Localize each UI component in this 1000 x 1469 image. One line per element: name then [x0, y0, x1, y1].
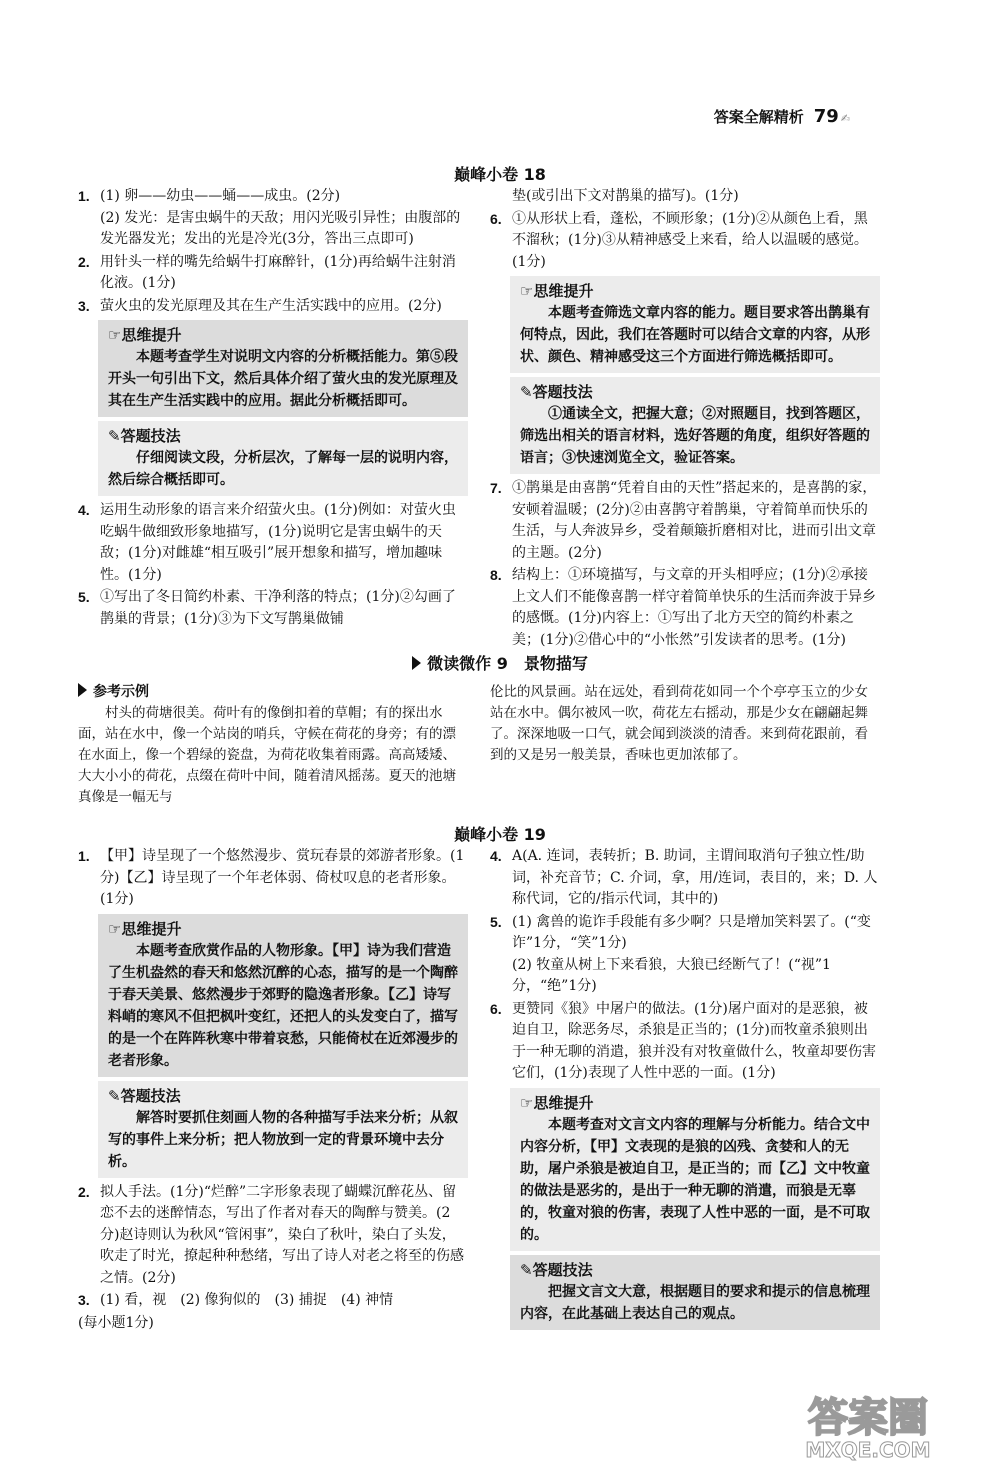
example-head-label: 参考示例 [93, 684, 149, 700]
answer-text: 用针头一样的嘴先给蜗牛打麻醉针，(1分)再给蜗牛注射消化液。(1分) [100, 253, 456, 291]
technique-box [510, 1255, 880, 1330]
question-item [78, 296, 468, 318]
question-item [490, 209, 880, 274]
technique-box-head: ✎答题技法 [108, 427, 181, 445]
question-item [78, 846, 468, 911]
answer-text: ①写出了冬日简约朴素、干净利落的特点；(1分)②勾画了鹊巢的背景；(1分)③为下文写鹊巢做铺 [100, 589, 456, 627]
watermark-logo [758, 1389, 978, 1461]
question-number: 3. [78, 1292, 90, 1308]
box-heading: 答题技法 [120, 1086, 181, 1105]
thinking-box [510, 1088, 880, 1251]
question-number: 8. [490, 567, 502, 583]
technique-box-head: ✎答题技法 [108, 1086, 181, 1105]
question-item [78, 1290, 468, 1312]
box-body: 本题考查欣赏作品的人物形象。【甲】诗为我们营造了生机盎然的春天和悠然沉醉的心态，描写的是一个陶醉于春天美景、悠然漫步于郊野的隐逸者形象。【乙】诗写料峭的寒风不但把枫叶变红，还把人的头发变白了，描写的是一个在阵阵秋寒中带着哀愁，只能倚杖在近郊漫步的老者形象。 [108, 942, 458, 1069]
box-body: 本题考查学生对说明文内容的分析概括能力。第⑤段开头一句引出下文，然后具体介绍了萤火虫的发光原理及其在生产生活实践中的应用。据此分析概括即可。 [108, 349, 458, 409]
box-heading: 思维提升 [533, 1093, 594, 1112]
section2-title: 微读微作 9 景物描写 [427, 654, 588, 673]
example-right [490, 682, 880, 766]
answer-text: 萤火虫的发光原理及其在生产生活实践中的应用。(2分) [100, 297, 442, 314]
technique-box-head: ✎答题技法 [520, 383, 593, 401]
thinking-box [510, 276, 880, 373]
question-item [490, 478, 880, 564]
question-item [490, 999, 880, 1085]
page-header [714, 106, 850, 127]
watermark-url: MXQE.COM [805, 1438, 931, 1461]
technique-box-head: ✎答题技法 [520, 1260, 593, 1279]
box-heading: 思维提升 [121, 919, 182, 938]
answer-text: (1) 卵——幼虫——蛹——成虫。(2分) [100, 188, 341, 204]
question-item [490, 186, 880, 208]
answer-text: (1) 看，视 (2) 像狗似的 (3) 捕捉 (4) 神情 [100, 1292, 394, 1308]
question-number: 4. [490, 848, 502, 864]
thinking-box-head: ☞思维提升 [108, 919, 182, 938]
question-item [78, 252, 468, 295]
box-body: 解答时要抓住刻画人物的各种描写手法来分析；从叙写的事件上来分析；把人物放到一定的背景环境中去分析。 [108, 1109, 458, 1170]
technique-box [510, 377, 880, 474]
section-title-micro [0, 651, 1000, 674]
page-number: 79 [813, 106, 839, 127]
header-decoration-icon: ✍ [840, 112, 850, 125]
question-item [78, 500, 468, 586]
answer-text: 更赞同《狼》中屠户的做法。(1分)屠户面对的是恶狼，被迫自卫，除恶务尽，杀狼是正当的；(1分)而牧童杀狼则出于一种无聊的消遣，狼并没有对牧童做什么，牧童却要伤害它们，(1分)表现了人性中恶的一面。(1分) [512, 1000, 876, 1081]
box-heading: 答题技法 [532, 1260, 593, 1279]
answer-text: 拟人手法。(1分)“烂醉”二字形象表现了蝴蝶沉醉花丛、留恋不去的迷醉情态，写出了作者对春天的陶醉与赞美。(2分)赵诗则认为秋风“管闲事”，染白了秋叶，染白了头发，吹走了时光，撩起种种愁绪，写出了诗人对老之将至的伤感之情。(2分) [100, 1183, 464, 1286]
triangle-icon [78, 683, 87, 697]
example-head [78, 682, 468, 703]
answer-text: (2) 发光：是害虫蜗牛的天敌；用闪光吸引异性；由腹部的发光器发光；发出的光是冷光(3分，答出三点即可) [100, 209, 461, 247]
technique-box [98, 421, 468, 496]
header-label: 答案全解精析 [713, 108, 804, 126]
thinking-box [98, 320, 468, 417]
box-heading: 思维提升 [121, 326, 182, 344]
section1-right-column [490, 186, 880, 652]
example-text: 伦比的风景画。站在远处，看到荷花如同一个个亭亭玉立的少女站在水中。偶尔被风一吹，荷花左右摇动，那是少女在翩翩起舞了。深深地吸一口气，就会闻到淡淡的清香。来到荷花跟前，看到的又是另一般美景，香味也更加浓郁了。 [490, 684, 868, 763]
section1-left-column [78, 186, 468, 631]
score-note: (每小题1分) [78, 1314, 154, 1331]
question-number: 4. [78, 502, 90, 518]
answer-text: (2) 牧童从树上下来看狼，大狼已经断气了！(“视”1分，“绝”1分) [512, 956, 831, 994]
section3-right-column [490, 846, 880, 1334]
box-body: 本题考查对文言文内容的理解与分析能力。结合文中内容分析，【甲】文表现的是狼的凶残、贪婪和人的无助，屠户杀狼是被迫自卫，是正当的；而【乙】文中牧童的做法是恶劣的，是出于一种无聊的消遣，而狼是无辜的，牧童对狼的伤害，表现了人性中恶的一面，是不可取的。 [520, 1116, 870, 1243]
question-number: 6. [490, 1000, 502, 1017]
question-number: 3. [78, 297, 90, 314]
question-item [490, 912, 880, 998]
example-left [78, 682, 468, 808]
section-title-18: 巅峰小卷 18 [454, 165, 546, 184]
question-item [78, 587, 468, 630]
question-item [490, 565, 880, 651]
thinking-box [98, 914, 468, 1077]
answer-text: A(A. 连词，表转折；B. 助词，主谓间取消句子独立性/助词，补充音节；C. 介词，拿，用/连词，表目的，来；D. 人称代词，它的/指示代词，其中的) [512, 848, 878, 907]
box-body: 本题考查筛选文章内容的能力。题目要求答出鹊巢有何特点，因此，我们在答题时可以结合文章的内容，从形状、颜色、精神感受这三个方面进行筛选概括即可。 [520, 305, 870, 365]
section-title-19: 巅峰小卷 19 [454, 825, 546, 844]
thinking-box-head: ☞思维提升 [520, 1093, 594, 1112]
box-heading: 思维提升 [533, 282, 594, 300]
triangle-icon [412, 656, 421, 670]
answer-text: (1) 禽兽的诡诈手段能有多少啊？只是增加笑料罢了。(“变诈”1分，“笑”1分) [512, 913, 871, 951]
question-number: 1. [78, 188, 90, 204]
answer-text: ①鹊巢是由喜鹊“凭着自由的天性”搭起来的，是喜鹊的家，安顿着温暖；(2分)②由喜鹊守着鹊巢，守着简单而快乐的生活，与人奔波异乡，受着颠簸折磨相对比，进而引出文章的主题。(2分) [512, 480, 877, 561]
answer-text: 运用生动形象的语言来介绍萤火虫。(1分)例如：对萤火虫吃蜗牛做细致形象地描写，(1分)说明它是害虫蜗牛的天敌；(1分)对雌雄“相互吸引”展开想象和描写，增加趣味性。(1分) [100, 502, 456, 583]
technique-box [98, 1081, 468, 1178]
box-body: 仔细阅读文段，分析层次，了解每一层的说明内容，然后综合概括即可。 [108, 450, 458, 488]
question-number: 7. [490, 480, 502, 496]
question-item [490, 846, 880, 911]
watermark-text: 答案圈 [808, 1395, 928, 1441]
question-item [78, 186, 468, 251]
question-number: 5. [490, 913, 502, 930]
question-number: 2. [78, 1183, 90, 1200]
box-heading: 答题技法 [532, 383, 593, 401]
question-number: 6. [490, 210, 502, 227]
answer-text: 垫(或引出下文对鹊巢的描写)。(1分) [512, 188, 739, 204]
question-item [78, 1182, 468, 1290]
question-number: 1. [78, 848, 90, 864]
box-body: 把握文言文大意，根据题目的要求和提示的信息梳理内容，在此基础上表达自己的观点。 [520, 1283, 870, 1322]
section3-left-column [78, 846, 468, 1334]
answer-text: 结构上：①环境描写，与文章的开头相呼应；(1分)②承接上文人们不能像喜鹊一样守着简单快乐的生活而奔波于异乡的感慨。(1分)内容上：①写出了北方天空的简约朴素之美；(1分)②借心中的“小怅然”引发读者的思考。(1分) [512, 567, 876, 648]
thinking-box-head: ☞思维提升 [108, 326, 182, 344]
example-text: 村头的荷塘很美。荷叶有的像倒扣着的草帽；有的探出水面，站在水中，像一个站岗的哨兵，守候在荷花的身旁；有的漂在水面上，像一个碧绿的瓷盘，为荷花收集着雨露。高高矮矮、大大小小的荷花，点缀在荷叶中间，随着清风摇荡。夏天的池塘真像是一幅无与 [78, 705, 456, 805]
box-heading: 答题技法 [120, 427, 181, 445]
question-number: 2. [78, 253, 90, 270]
answer-text: 【甲】诗呈现了一个悠然漫步、赏玩春景的郊游者形象。(1分)【乙】诗呈现了一个年老体弱、倚杖叹息的老者形象。(1分) [100, 848, 465, 907]
question-number: 5. [78, 589, 90, 605]
box-body: ①通读全文，把握大意；②对照题目，找到答题区，筛选出相关的语言材料，选好答题的角度，组织好答题的语言；③快速浏览全文，验证答案。 [520, 406, 870, 466]
thinking-box-head: ☞思维提升 [520, 282, 594, 300]
answer-text: ①从形状上看，蓬松，不顾形象；(1分)②从颜色上看，黑不溜秋；(1分)③从精神感受上来看，给人以温暖的感觉。(1分) [512, 210, 868, 270]
